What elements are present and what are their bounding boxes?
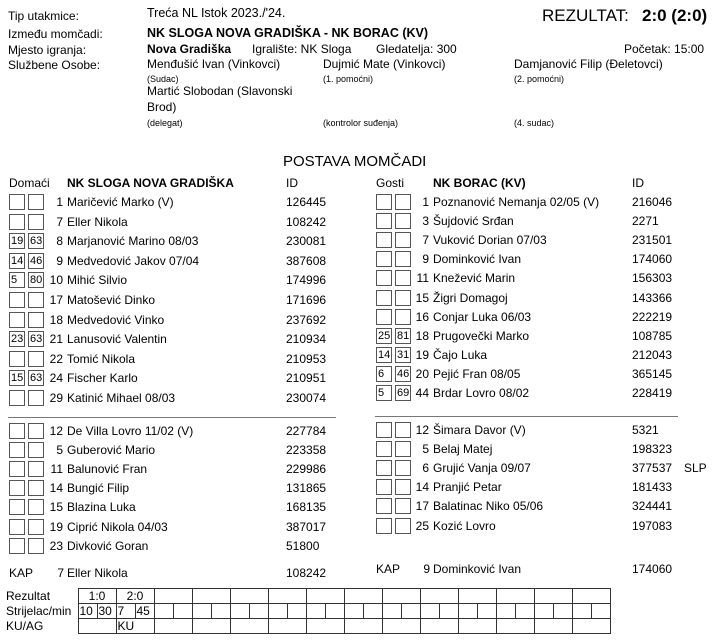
away-player-number: 19	[415, 347, 429, 362]
away-box-minute: 46	[397, 367, 410, 380]
kuag-cell	[306, 619, 344, 634]
result-cell	[572, 589, 610, 604]
home-player-name: Katinić Mihael 08/03	[67, 391, 176, 405]
away-player-id: 197083	[632, 518, 673, 533]
home-box-minute: 63	[30, 235, 43, 248]
scorer-cell	[306, 604, 325, 619]
home-player-number: 18	[49, 312, 63, 327]
away-player-name: Conjar Luka 06/03	[433, 309, 532, 324]
home-box-empty	[9, 519, 25, 535]
home-box-empty	[28, 442, 44, 458]
away-box-empty	[376, 460, 392, 476]
rezultat-value: 2:0 (2:0)	[642, 6, 708, 25]
result-cell: 2:0	[116, 589, 154, 604]
away-player-id: 198323	[632, 442, 673, 457]
home-player-id: 210953	[286, 351, 327, 366]
kuag-cell	[382, 619, 420, 634]
away-player-id: 5321	[632, 423, 659, 437]
away-kap-name: Dominković Ivan	[433, 562, 522, 576]
away-player-name: Dominković Ivan	[433, 252, 522, 267]
home-side-label: Domaći	[9, 176, 50, 190]
home-box-empty	[9, 538, 25, 554]
official-assistant-1-role: (1. pomoćni)	[323, 74, 374, 84]
home-box-sub-in	[9, 390, 25, 406]
home-box-sub-in: 23	[11, 333, 24, 346]
kuag-cell	[458, 619, 496, 634]
delegat-role: (delegat)	[147, 118, 183, 128]
away-box-sub-in	[376, 290, 392, 306]
result-cell	[230, 589, 268, 604]
kuag-row-label: KU/AG	[6, 619, 44, 633]
home-box-minute: 63	[30, 333, 43, 346]
home-player-id: 171696	[286, 293, 327, 307]
official-referee: Menđušić Ivan (Vinkovci)	[147, 57, 281, 71]
home-box-minute: 63	[30, 372, 43, 385]
tip-label: Tip utakmice:	[8, 9, 79, 23]
away-player-name: Grujić Vanja 09/07	[433, 461, 531, 476]
result-cell	[154, 589, 192, 604]
home-box-minute	[28, 351, 44, 367]
scorer-cell	[439, 604, 458, 619]
home-player-name: Medvedović Vinko	[67, 312, 165, 327]
delegat-name-2: Brod)	[147, 100, 177, 114]
home-player-id: 174996	[286, 273, 327, 288]
kuag-cell	[230, 619, 268, 634]
away-box-empty	[376, 498, 392, 514]
home-player-name: Matošević Dinko	[67, 293, 156, 307]
away-player-number: 15	[415, 290, 429, 305]
away-box-sub-in: 5	[376, 385, 392, 401]
away-player-name: Pejić Fran 08/05	[433, 366, 521, 381]
home-box-empty	[28, 499, 44, 515]
scorer-cell	[458, 604, 477, 619]
away-kap-num: 9	[423, 562, 430, 576]
kuag-cell	[534, 619, 572, 634]
home-player-name: Guberović Mario	[67, 443, 156, 458]
away-player-id: 174060	[632, 252, 673, 267]
result-cell	[268, 589, 306, 604]
away-player-number: 3	[422, 214, 429, 229]
kuag-cell	[268, 619, 306, 634]
home-player-id: 230074	[286, 391, 327, 405]
home-box-empty	[9, 423, 25, 439]
home-box-sub-in	[9, 312, 25, 328]
home-player-name: Blazina Luka	[67, 500, 136, 515]
result-cell	[458, 589, 496, 604]
away-player-number: 12	[415, 423, 429, 437]
scorer-cell	[572, 604, 591, 619]
result-cell	[192, 589, 230, 604]
delegat-name-1: Martić Slobodan (Slavonski	[147, 84, 293, 98]
away-player-id: 216046	[632, 195, 673, 209]
away-divider	[375, 416, 678, 417]
away-box-minute: 69	[397, 387, 410, 399]
away-player-name: Čajo Luka	[433, 347, 488, 362]
scorer-cell	[173, 604, 192, 619]
scorer-cell	[496, 604, 515, 619]
away-box-empty	[376, 441, 392, 457]
rezultat-row-label: Rezultat	[6, 589, 51, 603]
away-box-empty	[376, 479, 392, 495]
home-player-name: Eller Nikola	[67, 214, 128, 229]
away-player-name: Poznanović Nemanja 02/05 (V)	[433, 195, 600, 209]
home-box-sub-in: 5	[9, 272, 25, 288]
away-player-number: 6	[422, 461, 429, 476]
kuag-cell	[420, 619, 458, 634]
home-player-name: Ciprić Nikola 04/03	[67, 519, 168, 534]
away-player-id: 365145	[632, 366, 673, 381]
home-player-id: 227784	[286, 424, 327, 438]
home-box-empty	[28, 538, 44, 554]
home-team-name: NK SLOGA NOVA GRADIŠKA	[67, 176, 234, 190]
home-box-minute: 80	[30, 274, 43, 287]
home-box-sub-in	[9, 194, 25, 210]
away-player-id: 143366	[632, 290, 673, 305]
home-player-number: 22	[49, 351, 63, 366]
home-box-minute	[28, 214, 44, 230]
away-box-sub-in: 25	[378, 329, 391, 342]
away-player-number: 1	[422, 195, 429, 209]
home-player-number: 5	[56, 443, 63, 458]
home-player-id: 168135	[286, 500, 327, 515]
away-player-name: Brdar Lovro 08/02	[433, 386, 530, 400]
home-kap-name: Eller Nikola	[67, 566, 128, 580]
away-player-id: 181433	[632, 480, 673, 495]
home-player-name: Divković Goran	[67, 538, 149, 553]
away-player-id: 222219	[632, 309, 673, 324]
home-player-number: 14	[49, 481, 63, 496]
away-player-number: 18	[415, 328, 429, 343]
home-player-name: Marjanović Marino 08/03	[67, 234, 199, 249]
away-box-empty	[376, 518, 392, 534]
official-referee-role: (Sudac)	[147, 74, 179, 84]
home-player-id: 210951	[286, 371, 327, 386]
kuag-cell	[572, 619, 610, 634]
home-player-number: 21	[49, 332, 63, 347]
official-assistant-2: Damjanović Filip (Đeletovci)	[514, 57, 663, 71]
scorer-cell: 7	[116, 604, 135, 619]
home-player-id: 229986	[286, 462, 327, 477]
home-player-number: 10	[49, 273, 63, 288]
away-player-number: 16	[415, 309, 429, 324]
home-box-empty	[28, 480, 44, 496]
away-player-id: 324441	[632, 499, 673, 514]
away-id-label: ID	[632, 176, 644, 190]
mjesto-label: Mjesto igranja:	[8, 43, 87, 57]
scorer-cell	[420, 604, 439, 619]
home-player-number: 24	[49, 371, 63, 386]
scorer-cell	[591, 604, 610, 619]
home-box-empty	[9, 442, 25, 458]
home-player-number: 19	[49, 519, 63, 534]
home-player-number: 15	[49, 500, 63, 515]
scorer-cell	[515, 604, 534, 619]
home-player-id: 223358	[286, 443, 327, 458]
home-box-empty	[9, 480, 25, 496]
away-player-number: 17	[415, 499, 429, 514]
igraliste: Igralište: NK Sloga	[252, 42, 352, 56]
home-player-id: 387608	[286, 253, 327, 268]
home-box-minute	[28, 312, 44, 328]
away-team-name: NK BORAC (KV)	[433, 176, 526, 190]
sudac4-role: (4. sudac)	[514, 118, 555, 128]
away-player-id: 228419	[632, 386, 673, 400]
away-box-sub-in	[376, 251, 392, 267]
away-player-name: Belaj Matej	[433, 442, 493, 457]
home-kap-num: 7	[57, 566, 64, 580]
kuag-cell	[192, 619, 230, 634]
away-box-sub-in	[376, 213, 392, 229]
home-box-sub-in	[9, 292, 25, 308]
home-player-name: Medvedović Jakov 07/04	[67, 253, 200, 268]
away-player-extra: SLP	[684, 461, 707, 476]
away-player-number: 25	[415, 518, 429, 533]
kuag-cell	[496, 619, 534, 634]
away-kap-id: 174060	[632, 562, 673, 576]
result-cell: 1:0	[78, 589, 116, 604]
away-player-number: 9	[422, 252, 429, 267]
kuag-cell	[344, 619, 382, 634]
scorer-cell: 45	[135, 604, 154, 619]
scorer-cell: 10	[78, 604, 97, 619]
away-player-number: 11	[416, 271, 429, 286]
away-player-id: 231501	[632, 233, 673, 248]
away-player-name: Šimara Davor (V)	[433, 423, 526, 437]
scorer-cell	[268, 604, 287, 619]
home-box-empty	[28, 519, 44, 535]
home-player-name: Fischer Karlo	[67, 371, 138, 386]
away-player-number: 44	[415, 386, 429, 400]
home-player-number: 12	[49, 424, 63, 438]
scorer-cell	[553, 604, 572, 619]
home-box-empty	[9, 461, 25, 477]
pocetak: Početak: 15:00	[624, 42, 705, 56]
home-player-number: 17	[49, 293, 63, 307]
home-player-id: 108242	[286, 214, 327, 229]
home-player-name: De Villa Lovro 11/02 (V)	[67, 424, 194, 438]
kuag-cell	[78, 619, 116, 634]
home-box-minute	[28, 390, 44, 406]
gledatelja: Gledatelja: 300	[376, 42, 457, 56]
away-player-id: 377537	[632, 461, 673, 476]
home-player-name: Bungić Filip	[67, 481, 130, 496]
away-box-sub-in	[376, 309, 392, 325]
section-title: POSTAVA MOMČADI	[283, 153, 427, 170]
home-box-minute	[28, 194, 44, 210]
scorer-cell	[477, 604, 496, 619]
home-player-number: 29	[49, 391, 63, 405]
home-player-id: 210934	[286, 332, 327, 347]
away-player-name: Žigri Domagoj	[433, 290, 508, 305]
tip-value: Treća NL Istok 2023./'24.	[147, 6, 286, 20]
scorer-cell	[211, 604, 230, 619]
home-player-number: 7	[56, 214, 63, 229]
result-cell	[382, 589, 420, 604]
home-box-sub-in	[9, 214, 25, 230]
home-divider	[8, 417, 336, 418]
home-player-id: 51800	[286, 538, 320, 553]
result-cell	[496, 589, 534, 604]
away-box-sub-in	[376, 232, 392, 248]
away-box-sub-in: 14	[378, 348, 391, 361]
scorer-cell	[325, 604, 344, 619]
home-player-number: 1	[56, 195, 63, 209]
scorer-cell	[344, 604, 363, 619]
scorer-cell	[230, 604, 249, 619]
home-box-empty	[9, 499, 25, 515]
home-player-name: Lanusović Valentin	[67, 332, 167, 347]
home-box-minute: 46	[30, 254, 43, 267]
home-box-minute	[28, 292, 44, 308]
away-box-empty	[376, 422, 392, 438]
home-player-id: 237692	[286, 312, 327, 327]
strijelac-row-label: Strijelac/min	[6, 604, 72, 618]
result-cell	[420, 589, 458, 604]
away-player-name: Kozić Lovro	[433, 518, 496, 533]
away-player-name: Balatinac Niko 05/06	[433, 499, 544, 514]
home-box-empty	[28, 461, 44, 477]
home-kap-id: 108242	[286, 566, 327, 580]
away-player-name: Pranjić Petar	[433, 480, 502, 495]
scorer-cell	[363, 604, 382, 619]
home-box-sub-in: 15	[11, 372, 24, 385]
home-box-empty	[28, 423, 44, 439]
away-player-id: 2271	[632, 214, 659, 229]
home-player-number: 11	[50, 462, 63, 477]
kuag-cell	[154, 619, 192, 634]
away-box-sub-in	[376, 270, 392, 286]
scorer-cell	[287, 604, 306, 619]
home-player-number: 23	[49, 538, 63, 553]
scorer-cell: 30	[97, 604, 116, 619]
away-kap-label: KAP	[376, 562, 401, 576]
away-box-minute: 31	[397, 348, 410, 361]
away-player-name: Vuković Dorian 07/03	[433, 233, 547, 248]
official-assistant-1: Dujmić Mate (Vinkovci)	[323, 57, 446, 71]
home-player-id: 131865	[286, 481, 327, 496]
home-player-name: Balunović Fran	[67, 462, 148, 477]
away-player-number: 20	[415, 366, 429, 381]
away-player-id: 156303	[632, 271, 673, 286]
away-box-sub-in: 6	[376, 366, 392, 382]
home-player-name: Mihić Silvio	[67, 273, 128, 288]
home-player-id: 387017	[286, 519, 327, 534]
result-cell	[344, 589, 382, 604]
away-player-number: 5	[422, 442, 429, 457]
away-player-name: Prugovečki Marko	[433, 328, 530, 343]
kontrolor-role: (kontrolor suđenja)	[323, 118, 399, 128]
away-side-label: Gosti	[376, 176, 405, 190]
rezultat-label: REZULTAT:	[542, 6, 629, 25]
home-kap-label: KAP	[9, 566, 34, 580]
official-assistant-2-role: (2. pomoćni)	[514, 74, 565, 84]
izmedju-label: Između momčadi:	[8, 27, 103, 41]
away-box-sub-in	[376, 194, 392, 210]
home-box-sub-in: 19	[11, 235, 24, 248]
away-player-id: 108785	[632, 328, 673, 343]
sluzbene-label: Službene Osobe:	[8, 58, 101, 72]
score-table	[6, 588, 611, 634]
scorer-cell	[249, 604, 268, 619]
away-player-id: 212043	[632, 347, 673, 362]
away-player-number: 14	[415, 480, 429, 495]
away-player-number: 7	[422, 233, 429, 248]
match-teams: NK SLOGA NOVA GRADIŠKA - NK BORAC (KV)	[147, 26, 429, 40]
kuag-cell: KU	[116, 619, 154, 634]
home-player-number: 9	[56, 253, 63, 268]
scorer-cell	[401, 604, 420, 619]
home-id-label: ID	[286, 176, 298, 190]
home-player-name: Maričević Marko (V)	[67, 195, 174, 209]
away-player-name: Šujdović Srđan	[433, 214, 514, 229]
home-player-name: Tomić Nikola	[67, 351, 136, 366]
home-player-number: 8	[56, 234, 63, 249]
scorer-cell	[382, 604, 401, 619]
away-box-minute: 81	[397, 329, 410, 342]
mjesto-value: Nova Gradiška	[147, 42, 232, 56]
away-player-name: Knežević Marin	[433, 271, 516, 286]
home-box-sub-in: 14	[11, 254, 24, 267]
home-player-id: 126445	[286, 195, 327, 209]
scorer-cell	[534, 604, 553, 619]
result-cell	[306, 589, 344, 604]
home-box-sub-in	[9, 351, 25, 367]
scorer-cell	[192, 604, 211, 619]
result-cell	[534, 589, 572, 604]
scorer-cell	[154, 604, 173, 619]
home-player-id: 230081	[286, 234, 327, 249]
